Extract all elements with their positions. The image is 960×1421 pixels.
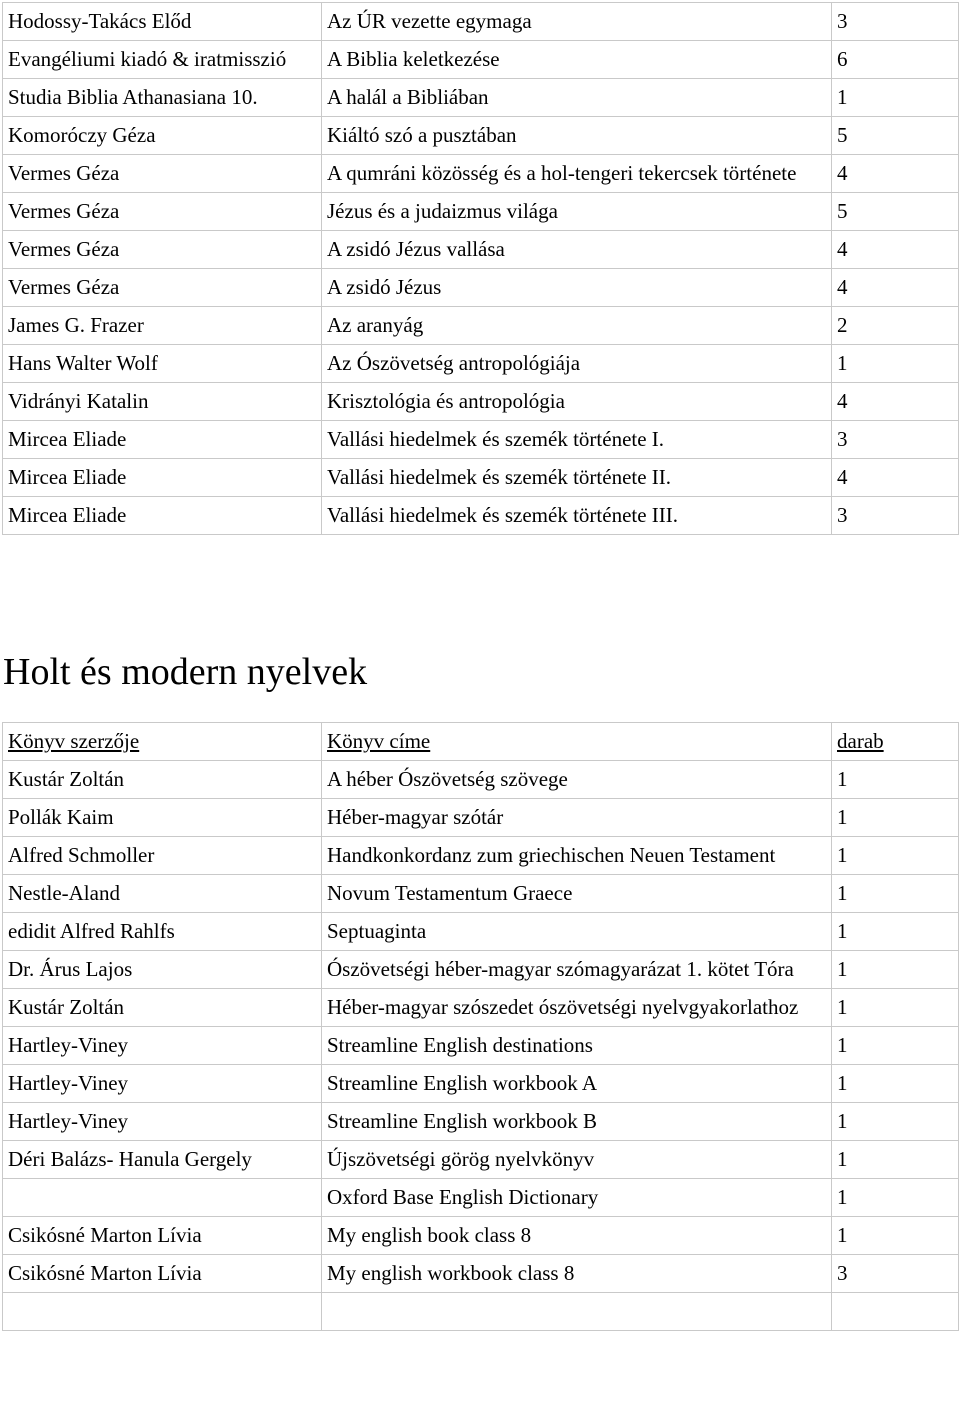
author-cell: Csikósné Marton Lívia xyxy=(3,1255,322,1293)
header-title: Könyv címe xyxy=(322,723,832,761)
header-count: darab xyxy=(832,723,959,761)
title-cell: A halál a Bibliában xyxy=(322,79,832,117)
title-cell: My english workbook class 8 xyxy=(322,1255,832,1293)
title-cell: Az Ószövetség antropológiája xyxy=(322,345,832,383)
count-cell: 1 xyxy=(832,951,959,989)
table-row xyxy=(3,1293,959,1331)
author-cell: Vermes Géza xyxy=(3,231,322,269)
count-cell: 1 xyxy=(832,1103,959,1141)
title-cell: Újszövetségi görög nyelvkönyv xyxy=(322,1141,832,1179)
count-cell: 1 xyxy=(832,761,959,799)
count-cell: 1 xyxy=(832,345,959,383)
title-cell: Streamline English workbook A xyxy=(322,1065,832,1103)
title-cell: Jézus és a judaizmus világa xyxy=(322,193,832,231)
count-cell: 4 xyxy=(832,269,959,307)
author-cell: Hartley-Viney xyxy=(3,1027,322,1065)
count-cell: 1 xyxy=(832,1065,959,1103)
table-row xyxy=(3,231,959,269)
author-cell: Hodossy-Takács Előd xyxy=(3,3,322,41)
author-cell: Déri Balázs- Hanula Gergely xyxy=(3,1141,322,1179)
top-books-table xyxy=(2,2,959,535)
count-cell: 1 xyxy=(832,1027,959,1065)
author-cell: Evangéliumi kiadó & iratmisszió xyxy=(3,41,322,79)
author-cell: Kustár Zoltán xyxy=(3,761,322,799)
title-cell: Oxford Base English Dictionary xyxy=(322,1179,832,1217)
author-cell: Studia Biblia Athanasiana 10. xyxy=(3,79,322,117)
count-cell: 3 xyxy=(832,1255,959,1293)
title-cell: Novum Testamentum Graece xyxy=(322,875,832,913)
author-cell xyxy=(3,1293,322,1331)
top-books-table-body xyxy=(3,3,959,535)
title-cell: Handkonkordanz zum griechischen Neuen Testament xyxy=(322,837,832,875)
count-cell: 4 xyxy=(832,459,959,497)
author-cell: Hartley-Viney xyxy=(3,1103,322,1141)
count-cell: 1 xyxy=(832,989,959,1027)
author-cell: Mircea Eliade xyxy=(3,459,322,497)
table-row xyxy=(3,421,959,459)
languages-books-table-body xyxy=(3,761,959,1331)
title-cell: Krisztológia és antropológia xyxy=(322,383,832,421)
count-cell: 3 xyxy=(832,3,959,41)
author-cell: Komoróczy Géza xyxy=(3,117,322,155)
author-cell: Hans Walter Wolf xyxy=(3,345,322,383)
table-row xyxy=(3,155,959,193)
title-cell: Héber-magyar szószedet ószövetségi nyelvgyakorlathoz xyxy=(322,989,832,1027)
author-cell: Hartley-Viney xyxy=(3,1065,322,1103)
count-cell: 1 xyxy=(832,1217,959,1255)
author-cell: edidit Alfred Rahlfs xyxy=(3,913,322,951)
table-row xyxy=(3,1141,959,1179)
author-cell: Vermes Géza xyxy=(3,269,322,307)
count-cell: 3 xyxy=(832,497,959,535)
author-cell: Alfred Schmoller xyxy=(3,837,322,875)
count-cell: 5 xyxy=(832,117,959,155)
title-cell: My english book class 8 xyxy=(322,1217,832,1255)
header-row xyxy=(3,723,959,761)
section-title: Holt és modern nyelvek xyxy=(3,651,368,693)
author-cell: James G. Frazer xyxy=(3,307,322,345)
title-cell: A qumráni közösség és a hol-tengeri tekercsek története xyxy=(322,155,832,193)
table-row xyxy=(3,383,959,421)
title-cell: A zsidó Jézus vallása xyxy=(322,231,832,269)
table-row xyxy=(3,41,959,79)
table-row xyxy=(3,1065,959,1103)
count-cell: 1 xyxy=(832,79,959,117)
title-cell xyxy=(322,1293,832,1331)
table-row xyxy=(3,497,959,535)
count-cell: 1 xyxy=(832,837,959,875)
count-cell: 1 xyxy=(832,1179,959,1217)
author-cell: Mircea Eliade xyxy=(3,421,322,459)
author-cell: Vermes Géza xyxy=(3,155,322,193)
table-row xyxy=(3,1217,959,1255)
title-cell: Kiáltó szó a pusztában xyxy=(322,117,832,155)
table-row xyxy=(3,799,959,837)
table-row xyxy=(3,345,959,383)
title-cell: Az aranyág xyxy=(322,307,832,345)
table-row xyxy=(3,1103,959,1141)
title-cell: Vallási hiedelmek és szemék története I. xyxy=(322,421,832,459)
count-cell: 5 xyxy=(832,193,959,231)
author-cell: Nestle-Aland xyxy=(3,875,322,913)
table-row xyxy=(3,79,959,117)
languages-books-table xyxy=(2,722,959,1331)
table-row xyxy=(3,1255,959,1293)
header-author: Könyv szerzője xyxy=(3,723,322,761)
table-row xyxy=(3,837,959,875)
title-cell: Ószövetségi héber-magyar szómagyarázat 1. kötet Tóra xyxy=(322,951,832,989)
title-cell: A héber Ószövetség szövege xyxy=(322,761,832,799)
table-row xyxy=(3,269,959,307)
table-row xyxy=(3,3,959,41)
count-cell: 4 xyxy=(832,383,959,421)
table-row xyxy=(3,193,959,231)
author-cell xyxy=(3,1179,322,1217)
count-cell xyxy=(832,1293,959,1331)
author-cell: Dr. Árus Lajos xyxy=(3,951,322,989)
languages-table-header xyxy=(3,723,959,761)
title-cell: A Biblia keletkezése xyxy=(322,41,832,79)
count-cell: 1 xyxy=(832,799,959,837)
title-cell: Septuaginta xyxy=(322,913,832,951)
count-cell: 1 xyxy=(832,1141,959,1179)
title-cell: Héber-magyar szótár xyxy=(322,799,832,837)
title-cell: Vallási hiedelmek és szemék története III. xyxy=(322,497,832,535)
title-cell: Az ÚR vezette egymaga xyxy=(322,3,832,41)
table-row xyxy=(3,989,959,1027)
author-cell: Vidrányi Katalin xyxy=(3,383,322,421)
author-cell: Kustár Zoltán xyxy=(3,989,322,1027)
title-cell: Vallási hiedelmek és szemék története II. xyxy=(322,459,832,497)
count-cell: 1 xyxy=(832,913,959,951)
author-cell: Csikósné Marton Lívia xyxy=(3,1217,322,1255)
table-row xyxy=(3,1179,959,1217)
author-cell: Pollák Kaim xyxy=(3,799,322,837)
count-cell: 2 xyxy=(832,307,959,345)
count-cell: 1 xyxy=(832,875,959,913)
table-row xyxy=(3,1027,959,1065)
count-cell: 4 xyxy=(832,155,959,193)
table-row xyxy=(3,875,959,913)
count-cell: 6 xyxy=(832,41,959,79)
table-row xyxy=(3,761,959,799)
title-cell: A zsidó Jézus xyxy=(322,269,832,307)
author-cell: Vermes Géza xyxy=(3,193,322,231)
table-row xyxy=(3,951,959,989)
table-row xyxy=(3,913,959,951)
author-cell: Mircea Eliade xyxy=(3,497,322,535)
table-row xyxy=(3,307,959,345)
title-cell: Streamline English destinations xyxy=(322,1027,832,1065)
table-row xyxy=(3,459,959,497)
title-cell: Streamline English workbook B xyxy=(322,1103,832,1141)
count-cell: 3 xyxy=(832,421,959,459)
count-cell: 4 xyxy=(832,231,959,269)
table-row xyxy=(3,117,959,155)
